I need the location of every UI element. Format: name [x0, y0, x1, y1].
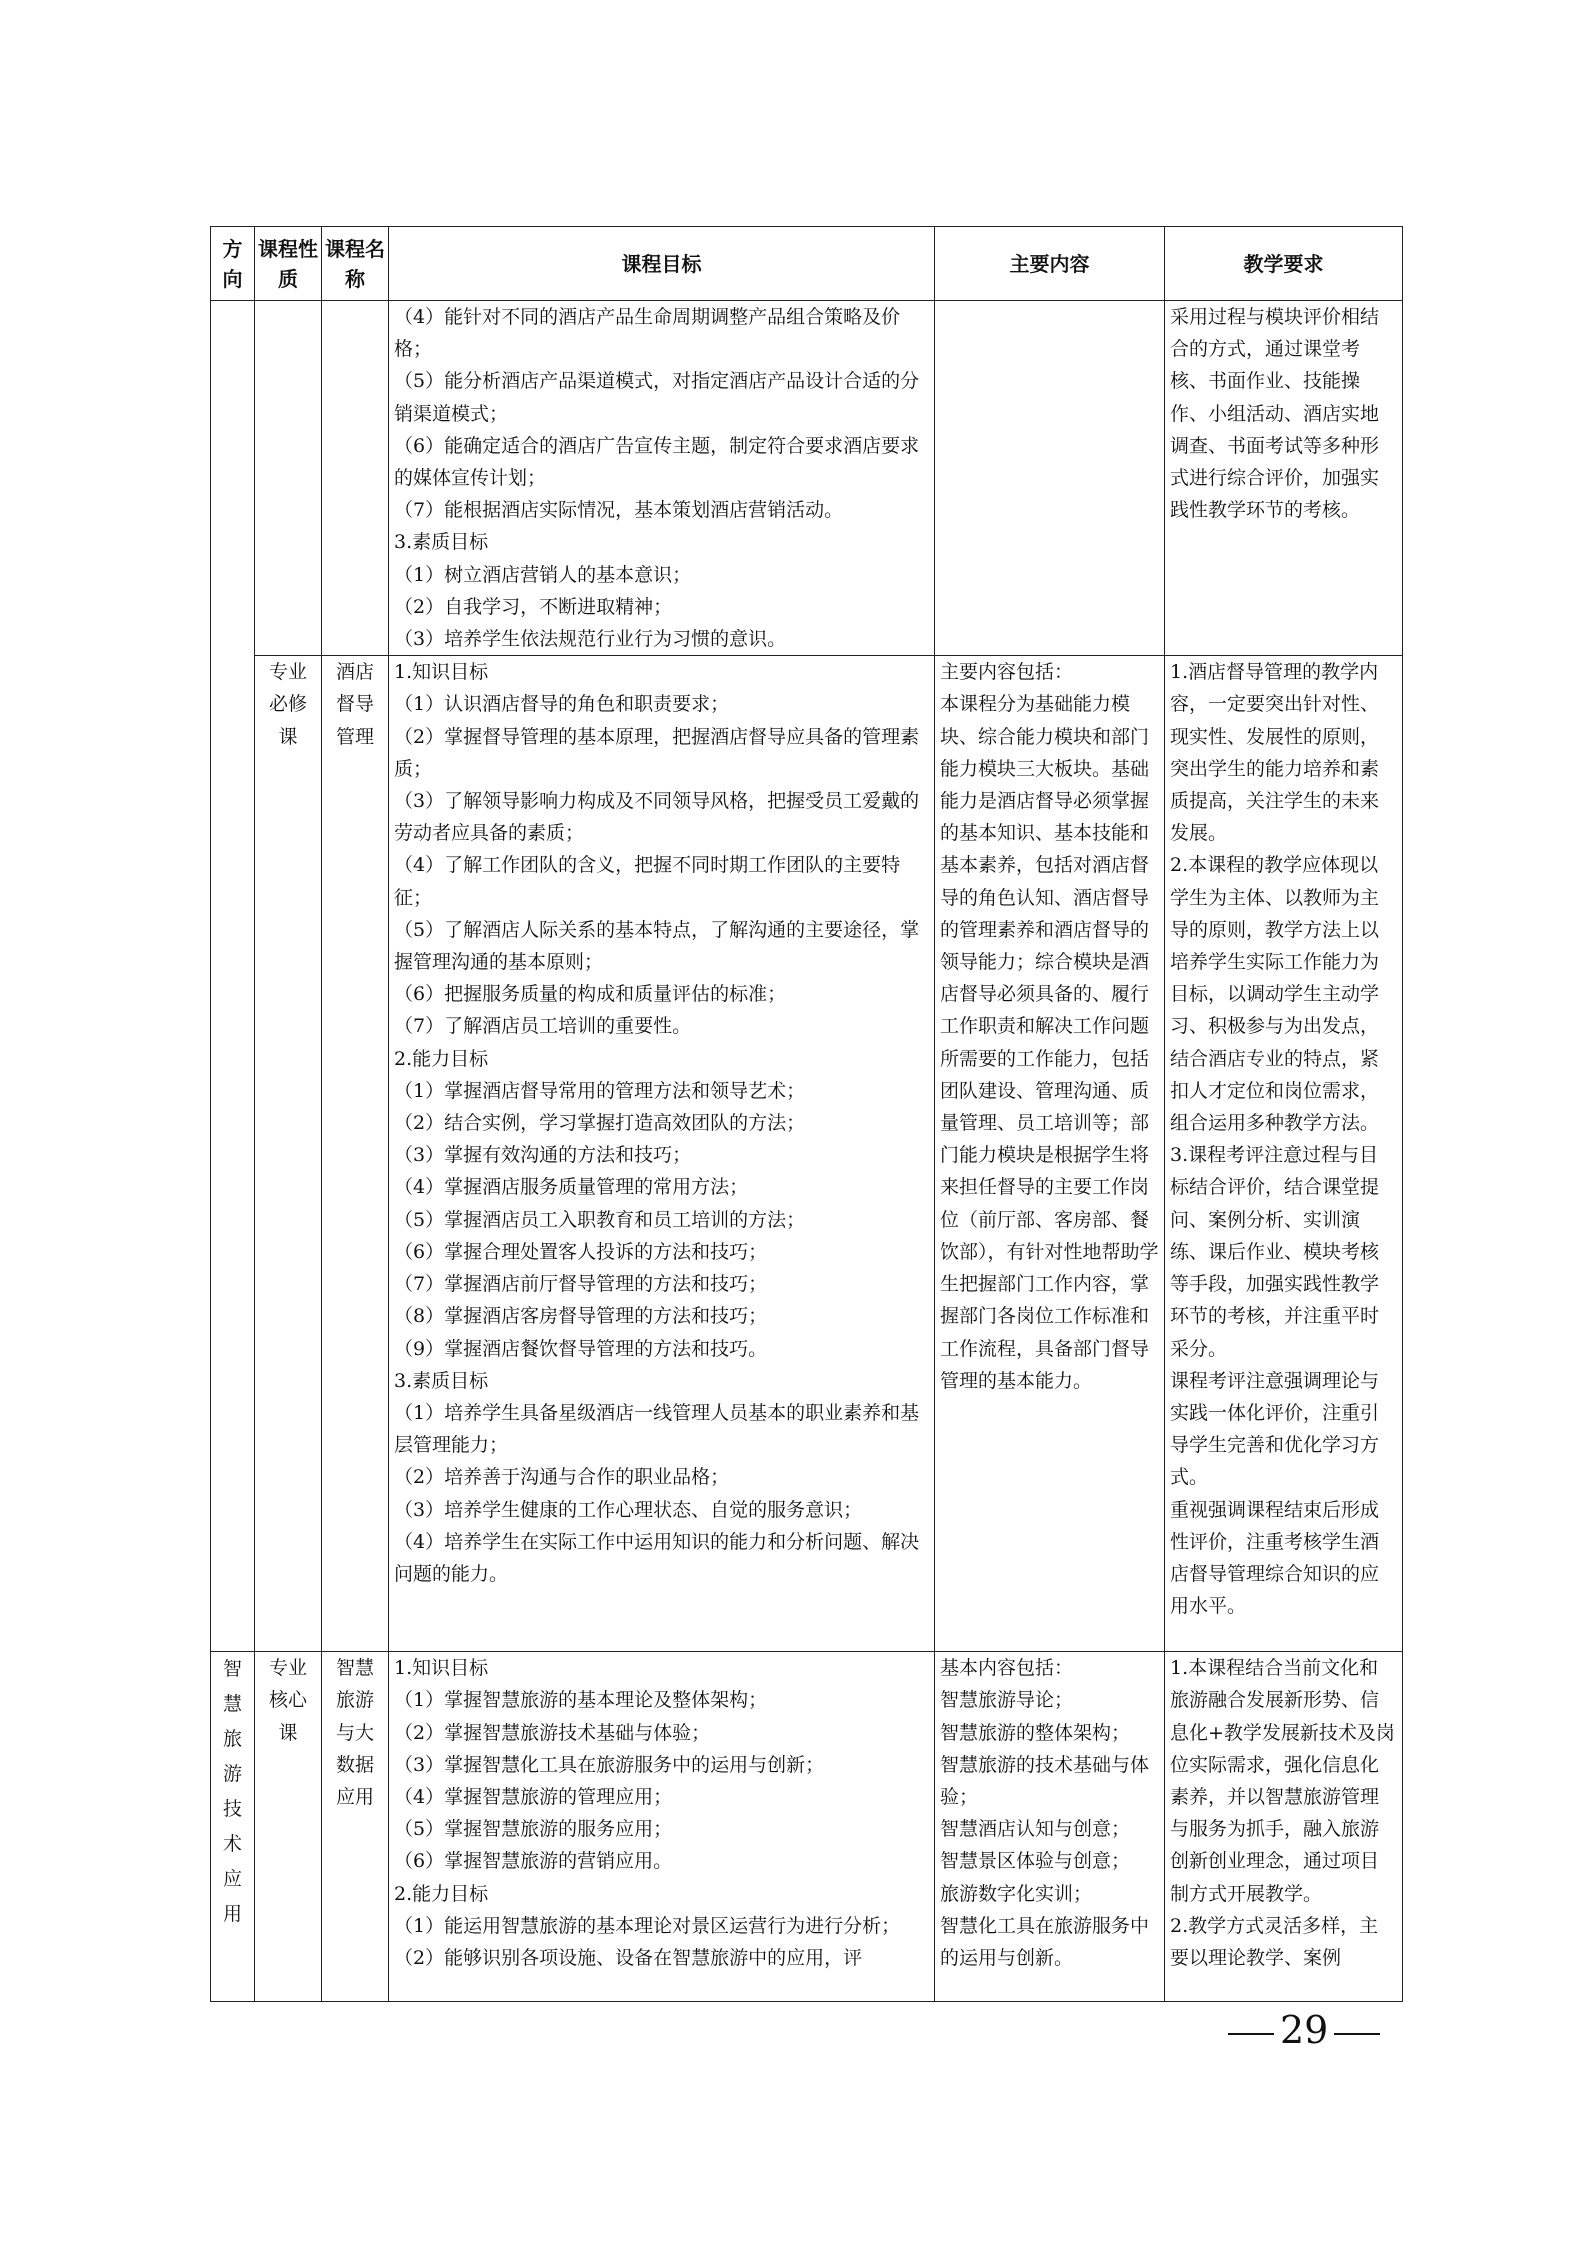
cell-line: （6）掌握智慧旅游的营销应用。 — [394, 1850, 673, 1873]
cell-line: （4）培养学生在实际工作中运用知识的能力和分析问题、解决问题的能力。 — [394, 1530, 920, 1585]
cell-line: （3）掌握智慧化工具在旅游服务中的运用与创新； — [394, 1753, 825, 1776]
cell-line: 智慧酒店认知与创意； — [940, 1818, 1131, 1841]
cell-line: （8）掌握酒店客房督导管理的方法和技巧； — [394, 1305, 768, 1328]
cell-line: （6）能确定适合的酒店广告宣传主题，制定符合要求酒店要求的媒体宣传计划； — [394, 434, 920, 490]
table-row — [211, 1652, 1403, 2002]
name-cell: 智慧旅游与大数据应用 — [322, 1652, 389, 2002]
cell-line: 课程考评注意强调理论与实践一体化评价，注重引导学生完善和优化学习方式。 — [1170, 1369, 1380, 1489]
cell-line: 2.教学方式灵活多样，主要以理论教学、案例 — [1170, 1914, 1379, 1970]
cell-line: （5）掌握酒店员工入职教育和员工培训的方法； — [394, 1208, 806, 1231]
header-content: 主要内容 — [935, 227, 1165, 301]
cell-line: （7）掌握酒店前厅督导管理的方法和技巧； — [394, 1273, 768, 1296]
name-cell: 酒店督导管理 — [322, 656, 389, 1652]
cell-line: 3.素质目标 — [394, 1369, 489, 1392]
requirements-cell — [1165, 656, 1403, 1652]
content-cell — [935, 656, 1165, 1652]
cell-line: （5）了解酒店人际关系的基本特点，了解沟通的主要途径，掌握管理沟通的基本原则； — [394, 918, 920, 974]
cell-line: 基本内容包括： — [940, 1657, 1074, 1680]
header-requirements: 教学要求 — [1165, 227, 1403, 301]
cell-line: 3.素质目标 — [394, 531, 489, 554]
cell-line: （2）培养善于沟通与合作的职业品格； — [394, 1466, 730, 1489]
curriculum-table — [210, 226, 1403, 2002]
cell-line: 主要内容包括： — [940, 661, 1074, 684]
content-cell — [935, 301, 1165, 656]
nature-cell: 专业核心课 — [255, 1652, 322, 2002]
cell-line: 智慧旅游的技术基础与体验； — [940, 1753, 1150, 1809]
cell-line: 2.本课程的教学应体现以学生为主体、以教师为主导的原则，教学方法上以培养学生实际工作能力为目标，以调动学生主动学习、积极参与为出发点，结合酒店专业的特点，紧扣人才定位和岗位需求，组合运用多种教学方法。 — [1170, 854, 1380, 1135]
nature-cell: 专业必修课 — [255, 656, 322, 1652]
cell-line: （2）结合实例，学习掌握打造高效团队的方法； — [394, 1112, 806, 1135]
cell-line: （1）认识酒店督导的角色和职责要求； — [394, 693, 730, 716]
table-row — [211, 301, 1403, 656]
cell-line: （9）掌握酒店餐饮督导管理的方法和技巧。 — [394, 1337, 768, 1360]
header-name: 课程名称 — [322, 227, 389, 301]
requirements-cell — [1165, 301, 1403, 656]
cell-line: 采用过程与模块评价相结合的方式，通过课堂考核、书面作业、技能操作、小组活动、酒店实地调查、书面考试等多种形式进行综合评价，加强实践性教学环节的考核。 — [1170, 306, 1380, 522]
cell-line: 2.能力目标 — [394, 1882, 489, 1905]
name-cell — [322, 301, 389, 656]
header-row — [211, 227, 1403, 301]
cell-line: （3）了解领导影响力构成及不同领导风格，把握受员工爱戴的劳动者应具备的素质； — [394, 790, 920, 845]
direction-cell — [211, 301, 255, 1652]
cell-line: 智慧旅游的整体架构； — [940, 1721, 1131, 1744]
cell-line: （4）掌握酒店服务质量管理的常用方法； — [394, 1176, 749, 1199]
direction-cell: 智慧旅游技术应用 — [211, 1652, 255, 2002]
cell-line: （1）掌握酒店督导常用的管理方法和领导艺术； — [394, 1079, 806, 1102]
page-number-left-dash — [1228, 2033, 1274, 2035]
requirements-cell — [1165, 1652, 1403, 2002]
cell-line: （6）把握服务质量的构成和质量评估的标准； — [394, 983, 787, 1006]
cell-line: （4）能针对不同的酒店产品生命周期调整产品组合策略及价格； — [394, 306, 901, 361]
cell-line: （3）培养学生健康的工作心理状态、自觉的服务意识； — [394, 1498, 863, 1521]
content-cell — [935, 1652, 1165, 2002]
cell-line: （1）能运用智慧旅游的基本理论对景区运营行为进行分析； — [394, 1914, 901, 1937]
goals-cell — [389, 656, 935, 1652]
cell-line: 3.课程考评注意过程与目标结合评价，结合课堂提问、案例分析、实训演练、课后作业、模块考核等手段，加强实践性教学环节的考核，并注重平时采分。 — [1170, 1144, 1380, 1360]
header-goals: 课程目标 — [389, 227, 935, 301]
cell-line: 智慧化工具在旅游服务中的运用与创新。 — [940, 1914, 1150, 1970]
cell-line: 重视强调课程结束后形成性评价，注重考核学生酒店督导管理综合知识的应用水平。 — [1170, 1498, 1380, 1618]
cell-line: 1.知识目标 — [394, 661, 489, 684]
cell-line: 1.酒店督导管理的教学内容，一定要突出针对性、现实性、发展性的原则，突出学生的能力培养和素质提高，关注学生的未来发展。 — [1170, 661, 1380, 845]
goals-cell — [389, 301, 935, 656]
header-nature: 课程性质 — [255, 227, 322, 301]
cell-line: （2）掌握智慧旅游技术基础与体验； — [394, 1721, 711, 1744]
cell-line: （1）掌握智慧旅游的基本理论及整体架构； — [394, 1689, 768, 1712]
cell-line: 本课程分为基础能力模块、综合能力模块和部门能力模块三大板块。基础能力是酒店督导必须掌握的基本知识、基本技能和基本素养，包括对酒店督导的角色认知、酒店督导的管理素养和酒店督导的领导能力；综合模块是酒店督导必须具备的、履行工作职责和解决工作问题所需要的工作能力，包括团队建设、管理沟通、质量管理、员工培训等；部门能力模块是根据学生将来担任督导的主要工作岗位（前厅部、客房部、餐饮部），有针对性地帮助学生把握部门工作内容，掌握部门各岗位工作标准和工作流程，具备部门督导管理的基本能力。 — [940, 693, 1159, 1392]
cell-line: 智慧景区体验与创意； — [940, 1850, 1131, 1873]
cell-line: （4）掌握智慧旅游的管理应用； — [394, 1786, 673, 1809]
cell-line: （2）能够识别各项设施、设备在智慧旅游中的应用，评 — [394, 1947, 863, 1970]
cell-line: （1）培养学生具备星级酒店一线管理人员基本的职业素养和基层管理能力； — [394, 1401, 920, 1457]
cell-line: （2）自我学习，不断进取精神； — [394, 595, 673, 618]
goals-cell — [389, 1652, 935, 2002]
page-number-right-dash — [1334, 2033, 1380, 2035]
cell-line: （5）能分析酒店产品渠道模式，对指定酒店产品设计合适的分销渠道模式； — [394, 370, 920, 425]
page-number — [1222, 2008, 1386, 2052]
cell-line: 1.知识目标 — [394, 1657, 489, 1680]
cell-line: 智慧旅游导论； — [940, 1689, 1074, 1712]
cell-line: （4）了解工作团队的含义，把握不同时期工作团队的主要特征； — [394, 854, 901, 909]
cell-line: （7）能根据酒店实际情况，基本策划酒店营销活动。 — [394, 499, 844, 522]
nature-cell — [255, 301, 322, 656]
cell-line: （1）树立酒店营销人的基本意识； — [394, 563, 692, 586]
cell-line: 1.本课程结合当前文化和旅游融合发展新形势、信息化+教学发展新技术及岗位实际需求，强化信息化素养，并以智慧旅游管理与服务为抓手，融入旅游创新创业理念，通过项目制方式开展教学。 — [1170, 1657, 1395, 1905]
cell-line: 旅游数字化实训； — [940, 1882, 1093, 1905]
cell-line: 2.能力目标 — [394, 1047, 489, 1070]
cell-line: （3）培养学生依法规范行业行为习惯的意识。 — [394, 628, 787, 651]
cell-line: （6）掌握合理处置客人投诉的方法和技巧； — [394, 1240, 768, 1263]
page-number-value: 29 — [1280, 2008, 1329, 2052]
header-direction: 方向 — [211, 227, 255, 301]
cell-line: （5）掌握智慧旅游的服务应用； — [394, 1818, 673, 1841]
cell-line: （3）掌握有效沟通的方法和技巧； — [394, 1144, 692, 1167]
table-row — [211, 656, 1403, 1652]
cell-line: （2）掌握督导管理的基本原理，把握酒店督导应具备的管理素质； — [394, 725, 920, 780]
cell-line: （7）了解酒店员工培训的重要性。 — [394, 1015, 692, 1038]
